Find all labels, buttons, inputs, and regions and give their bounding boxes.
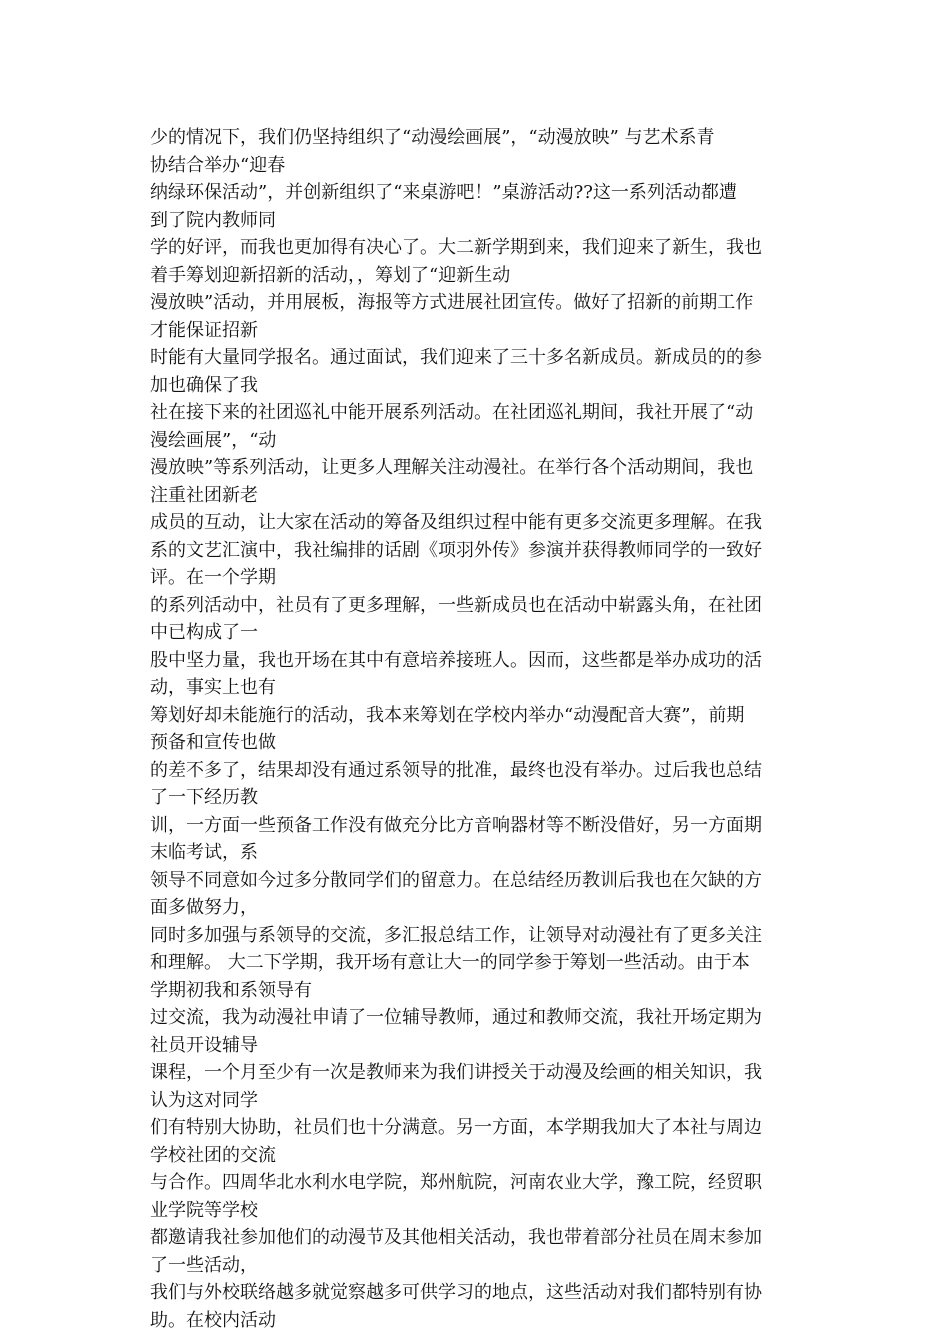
text-line: 评。在一个学期 — [150, 567, 276, 588]
text-line: 着手筹划迎新招新的活动，，筹划了“迎新生动 — [150, 264, 511, 286]
text-line: 协结合举办“迎春 — [150, 154, 286, 176]
text-line: 加也确保了我 — [150, 374, 258, 396]
text-line: 到了院内教师同 — [150, 209, 276, 231]
text-line: 面多做努力， — [150, 897, 258, 918]
text-line: 预备和宣传也做 — [150, 732, 276, 753]
text-line: 学期初我和系领导有 — [150, 979, 312, 1001]
text-line: 的系列活动中，社员有了更多理解，一些新成员也在活动中崭露头角，在社团 — [150, 594, 762, 616]
text-line: 筹划好却未能施行的活动，我本来筹划在学校内举办“动漫配音大赛”，前期 — [150, 704, 745, 726]
text-line: 时能有大量同学报名。通过面试，我们迎来了三十多名新成员。新成员的的参 — [150, 347, 762, 368]
text-line: 末临考试，系 — [150, 842, 258, 863]
text-line: 社员开设辅导 — [150, 1034, 258, 1056]
text-line: 的差不多了，结果却没有通过系领导的批准，最终也没有举办。过后我也总结 — [150, 759, 762, 781]
text-line: 少的情况下，我们仍坚持组织了“动漫绘画展”，“动漫放映” 与艺术系青 — [150, 127, 715, 148]
body-text — [150, 124, 804, 1334]
text-line: 系的文艺汇演中，我社编排的话剧《项羽外传》参演并获得教师同学的一致好 — [150, 539, 762, 561]
text-line: 训，一方面一些预备工作没有做充分比方音响器材等不断没借好，另一方面期 — [150, 814, 762, 836]
text-line: 都邀请我社参加他们的动漫节及其他相关活动，我也带着部分社员在周末参加 — [150, 1227, 762, 1248]
text-line: 注重社团新老 — [150, 484, 258, 506]
text-line: 纳绿环保活动”，并创新组织了“来桌游吧！”桌游活动??这一系列活动都遭 — [150, 182, 737, 203]
text-line: 与合作。四周华北水利水电学院，郑州航院，河南农业大学，豫工院，经贸职 — [150, 1172, 762, 1193]
text-line: 同时多加强与系领导的交流，多汇报总结工作，让领导对动漫社有了更多关注 — [150, 924, 762, 946]
text-line: 助。在校内活动 — [150, 1309, 276, 1331]
text-line: 股中坚力量，我也开场在其中有意培养接班人。因而，这些都是举办成功的活 — [150, 649, 762, 671]
text-line: 漫放映”等系列活动，让更多人理解关注动漫社。在举行各个活动期间，我也 — [150, 457, 754, 478]
text-line: 业学院等学校 — [150, 1199, 258, 1221]
text-line: 认为这对同学 — [150, 1089, 258, 1111]
text-line: 才能保证招新 — [150, 319, 258, 341]
text-line: 学的好评，而我也更加得有决心了。大二新学期到来，我们迎来了新生，我也 — [150, 237, 762, 258]
text-line: 成员的互动，让大家在活动的筹备及组织过程中能有更多交流更多理解。在我 — [150, 512, 762, 533]
text-line: 动，事实上也有 — [150, 677, 276, 698]
text-line: 中已构成了一 — [150, 622, 258, 643]
text-line: 领导不同意如今过多分散同学们的留意力。在总结经历教训后我也在欠缺的方 — [150, 869, 762, 891]
text-line: 过交流，我为动漫社申请了一位辅导教师，通过和教师交流，我社开场定期为 — [150, 1007, 762, 1028]
text-line: 我们与外校联络越多就觉察越多可供学习的地点，这些活动对我们都特别有协 — [150, 1282, 762, 1303]
text-line: 漫绘画展”，“动 — [150, 429, 277, 451]
text-line: 和理解。 大二下学期，我开场有意让大一的同学参于筹划一些活动。由于本 — [150, 952, 750, 973]
text-line: 社在接下来的社团巡礼中能开展系列活动。在社团巡礼期间，我社开展了“动 — [150, 402, 754, 423]
text-line: 课程，一个月至少有一次是教师来为我们讲授关于动漫及绘画的相关知识，我 — [150, 1062, 762, 1083]
text-line: 们有特别大协助，社员们也十分满意。另一方面，本学期我加大了本社与周边 — [150, 1117, 762, 1138]
text-line: 学校社团的交流 — [150, 1144, 276, 1166]
text-line: 了一下经历教 — [150, 787, 258, 808]
text-line: 了一些活动， — [150, 1254, 258, 1276]
text-line: 漫放映”活动，并用展板，海报等方式进展社团宣传。做好了招新的前期工作 — [150, 292, 754, 313]
